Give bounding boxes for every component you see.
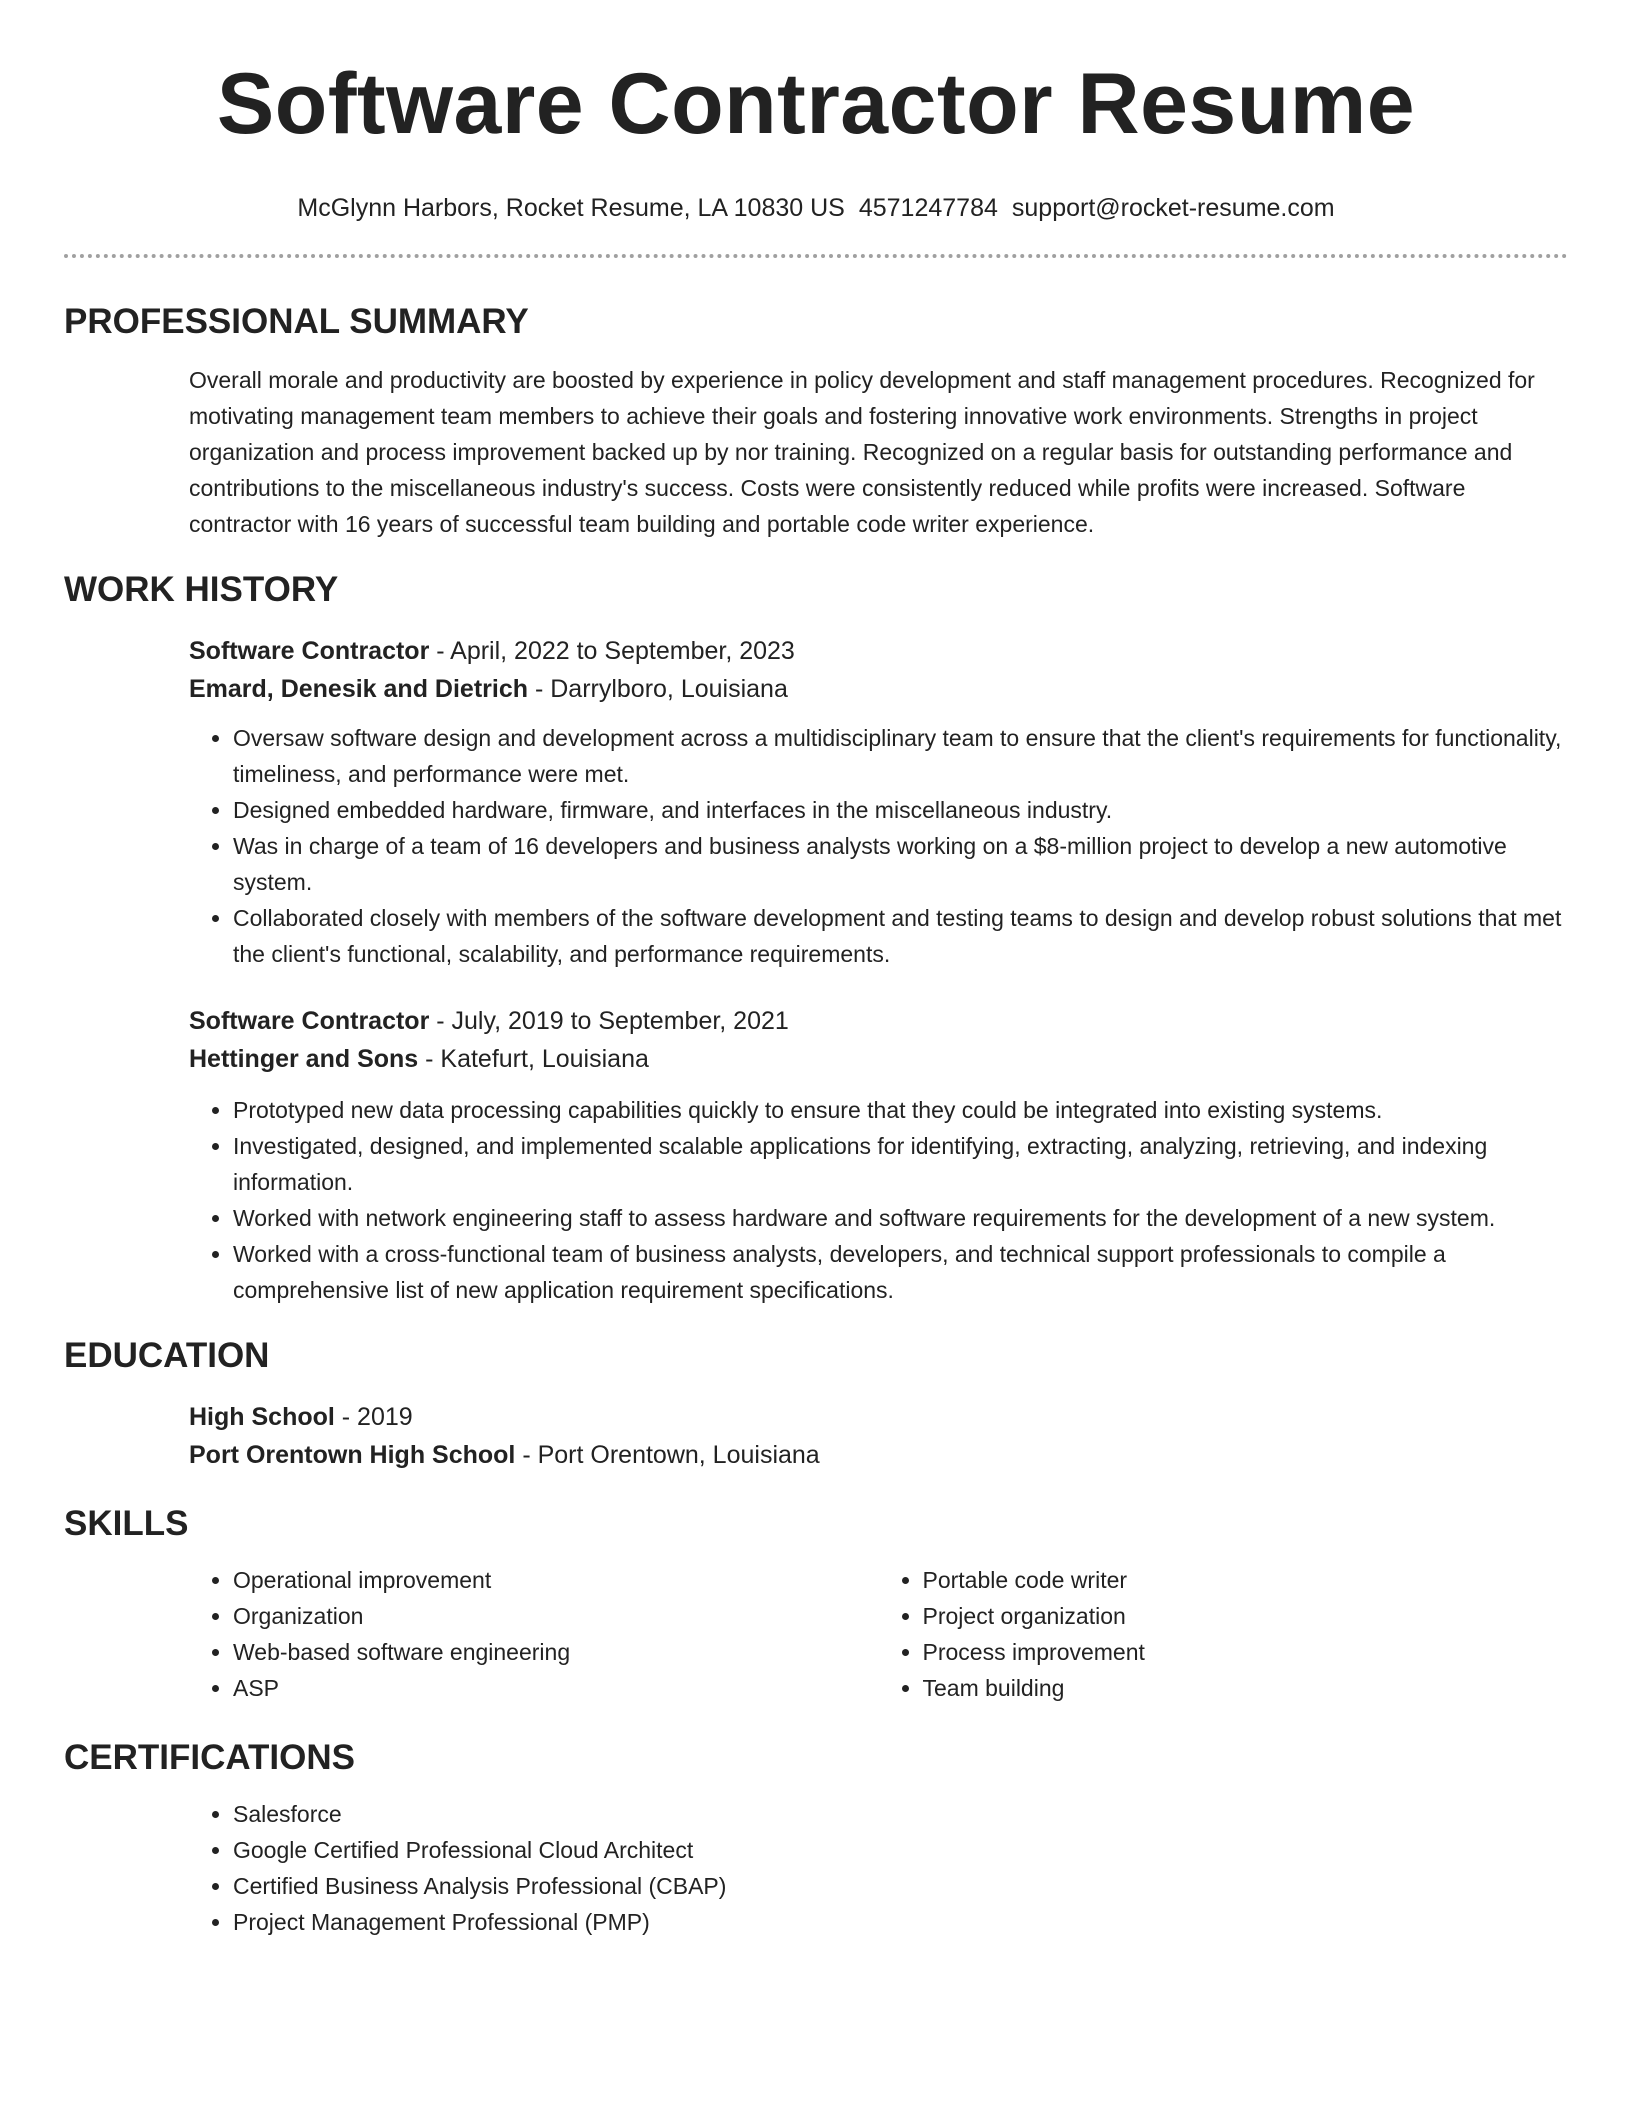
job-bullets: [189, 720, 1568, 972]
skills-list-right: [879, 1562, 1569, 1706]
skill-item: • Process improvement: [923, 1634, 1569, 1670]
education-section: [189, 1398, 1568, 1474]
skill-item: • Portable code writer: [923, 1562, 1569, 1598]
job-entry: [189, 632, 1568, 972]
education-degree: High School: [189, 1403, 335, 1431]
job-bullet: • Investigated, designed, and implemented scalable applications for identifying, extracting, analyzing, retrieving, and indexing information.: [233, 1128, 1568, 1200]
job-bullet: • Worked with a cross-functional team of business analysts, developers, and technical support professionals to compile a comprehensive list of new application requirement specifications.: [233, 1236, 1568, 1308]
job-title: Software Contractor: [189, 1007, 430, 1035]
job-entry: [189, 1002, 1568, 1308]
job-company-line: [189, 1040, 1568, 1078]
skill-item: • Project organization: [923, 1598, 1569, 1634]
job-location: - Katefurt, Louisiana: [418, 1045, 649, 1073]
contact-email: support@rocket-resume.com: [1011, 194, 1335, 222]
summary-text: Overall morale and productivity are boosted by experience in policy development and staff management procedures. Recognized for motivating management team members to achieve their goals and fostering innovative work environments. Strengths in project organization and process improvement backed up by nor training. Recognized on a regular basis for outstanding performance and contributions to the miscellaneous industry's success. Costs were consistently reduced while profits were increased. Software contractor with 16 years of successful team building and portable code writer experience.: [189, 367, 1535, 537]
certification-item: • Salesforce: [233, 1796, 1568, 1832]
work-history-heading: WORK HISTORY: [64, 570, 339, 609]
contact-address: McGlynn Harbors, Rocket Resume, LA 10830 US: [297, 194, 845, 222]
job-bullets: [189, 1092, 1568, 1308]
education-year: - 2019: [334, 1403, 413, 1431]
skill-item: • Organization: [233, 1598, 879, 1634]
skill-item: • Web-based software engineering: [233, 1634, 879, 1670]
job-bullet: • Prototyped new data processing capabilities quickly to ensure that they could be integrated into existing systems.: [233, 1092, 1568, 1128]
education-school-line: [189, 1436, 1568, 1474]
certifications-list: [189, 1796, 1568, 1940]
summary-heading: PROFESSIONAL SUMMARY: [64, 302, 529, 341]
skills-heading: SKILLS: [64, 1504, 189, 1543]
job-company-line: [189, 670, 1568, 708]
job-bullet: • Oversaw software design and development across a multidisciplinary team to ensure that the client's requirements for functionality, timeliness, and performance were met.: [233, 720, 1568, 792]
certification-item: • Project Management Professional (PMP): [233, 1904, 1568, 1940]
certifications-heading: CERTIFICATIONS: [64, 1738, 356, 1777]
resume-title: Software Contractor Resume: [216, 56, 1416, 152]
job-title-line: [189, 632, 1568, 670]
contact-line: [64, 192, 1568, 224]
skill-item: • ASP: [233, 1670, 879, 1706]
job-company: Hettinger and Sons: [189, 1045, 419, 1073]
skills-section: [189, 1562, 1568, 1706]
education-school: Port Orentown High School: [189, 1441, 516, 1469]
job-bullet: • Worked with network engineering staff to assess hardware and software requirements for the development of a new system.: [233, 1200, 1568, 1236]
certifications-section: [189, 1796, 1568, 1940]
certification-item: • Certified Business Analysis Professional (CBAP): [233, 1868, 1568, 1904]
work-history-section: [189, 632, 1568, 1308]
job-title-line: [189, 1002, 1568, 1040]
education-location: - Port Orentown, Louisiana: [515, 1441, 820, 1469]
certification-item: • Google Certified Professional Cloud Architect: [233, 1832, 1568, 1868]
summary-section: [189, 362, 1568, 542]
education-degree-line: [189, 1398, 1568, 1436]
job-dates: - April, 2022 to September, 2023: [429, 637, 795, 665]
skill-item: • Operational improvement: [233, 1562, 879, 1598]
job-dates: - July, 2019 to September, 2021: [429, 1007, 789, 1035]
education-heading: EDUCATION: [64, 1336, 270, 1375]
skill-item: • Team building: [923, 1670, 1569, 1706]
job-location: - Darrylboro, Louisiana: [528, 675, 788, 703]
resume-page: [64, 0, 1568, 1940]
job-bullet: • Was in charge of a team of 16 developers and business analysts working on a $8-million project to develop a new automotive system.: [233, 828, 1568, 900]
job-bullet: • Collaborated closely with members of the software development and testing teams to design and develop robust solutions that met the client's functional, scalability, and performance requirements.: [233, 900, 1568, 972]
contact-phone: 4571247784: [858, 194, 998, 222]
skills-list-left: [189, 1562, 879, 1706]
job-company: Emard, Denesik and Dietrich: [189, 675, 529, 703]
dotted-divider: [64, 254, 1568, 258]
job-title: Software Contractor: [189, 637, 430, 665]
job-bullet: • Designed embedded hardware, firmware, and interfaces in the miscellaneous industry.: [233, 792, 1568, 828]
